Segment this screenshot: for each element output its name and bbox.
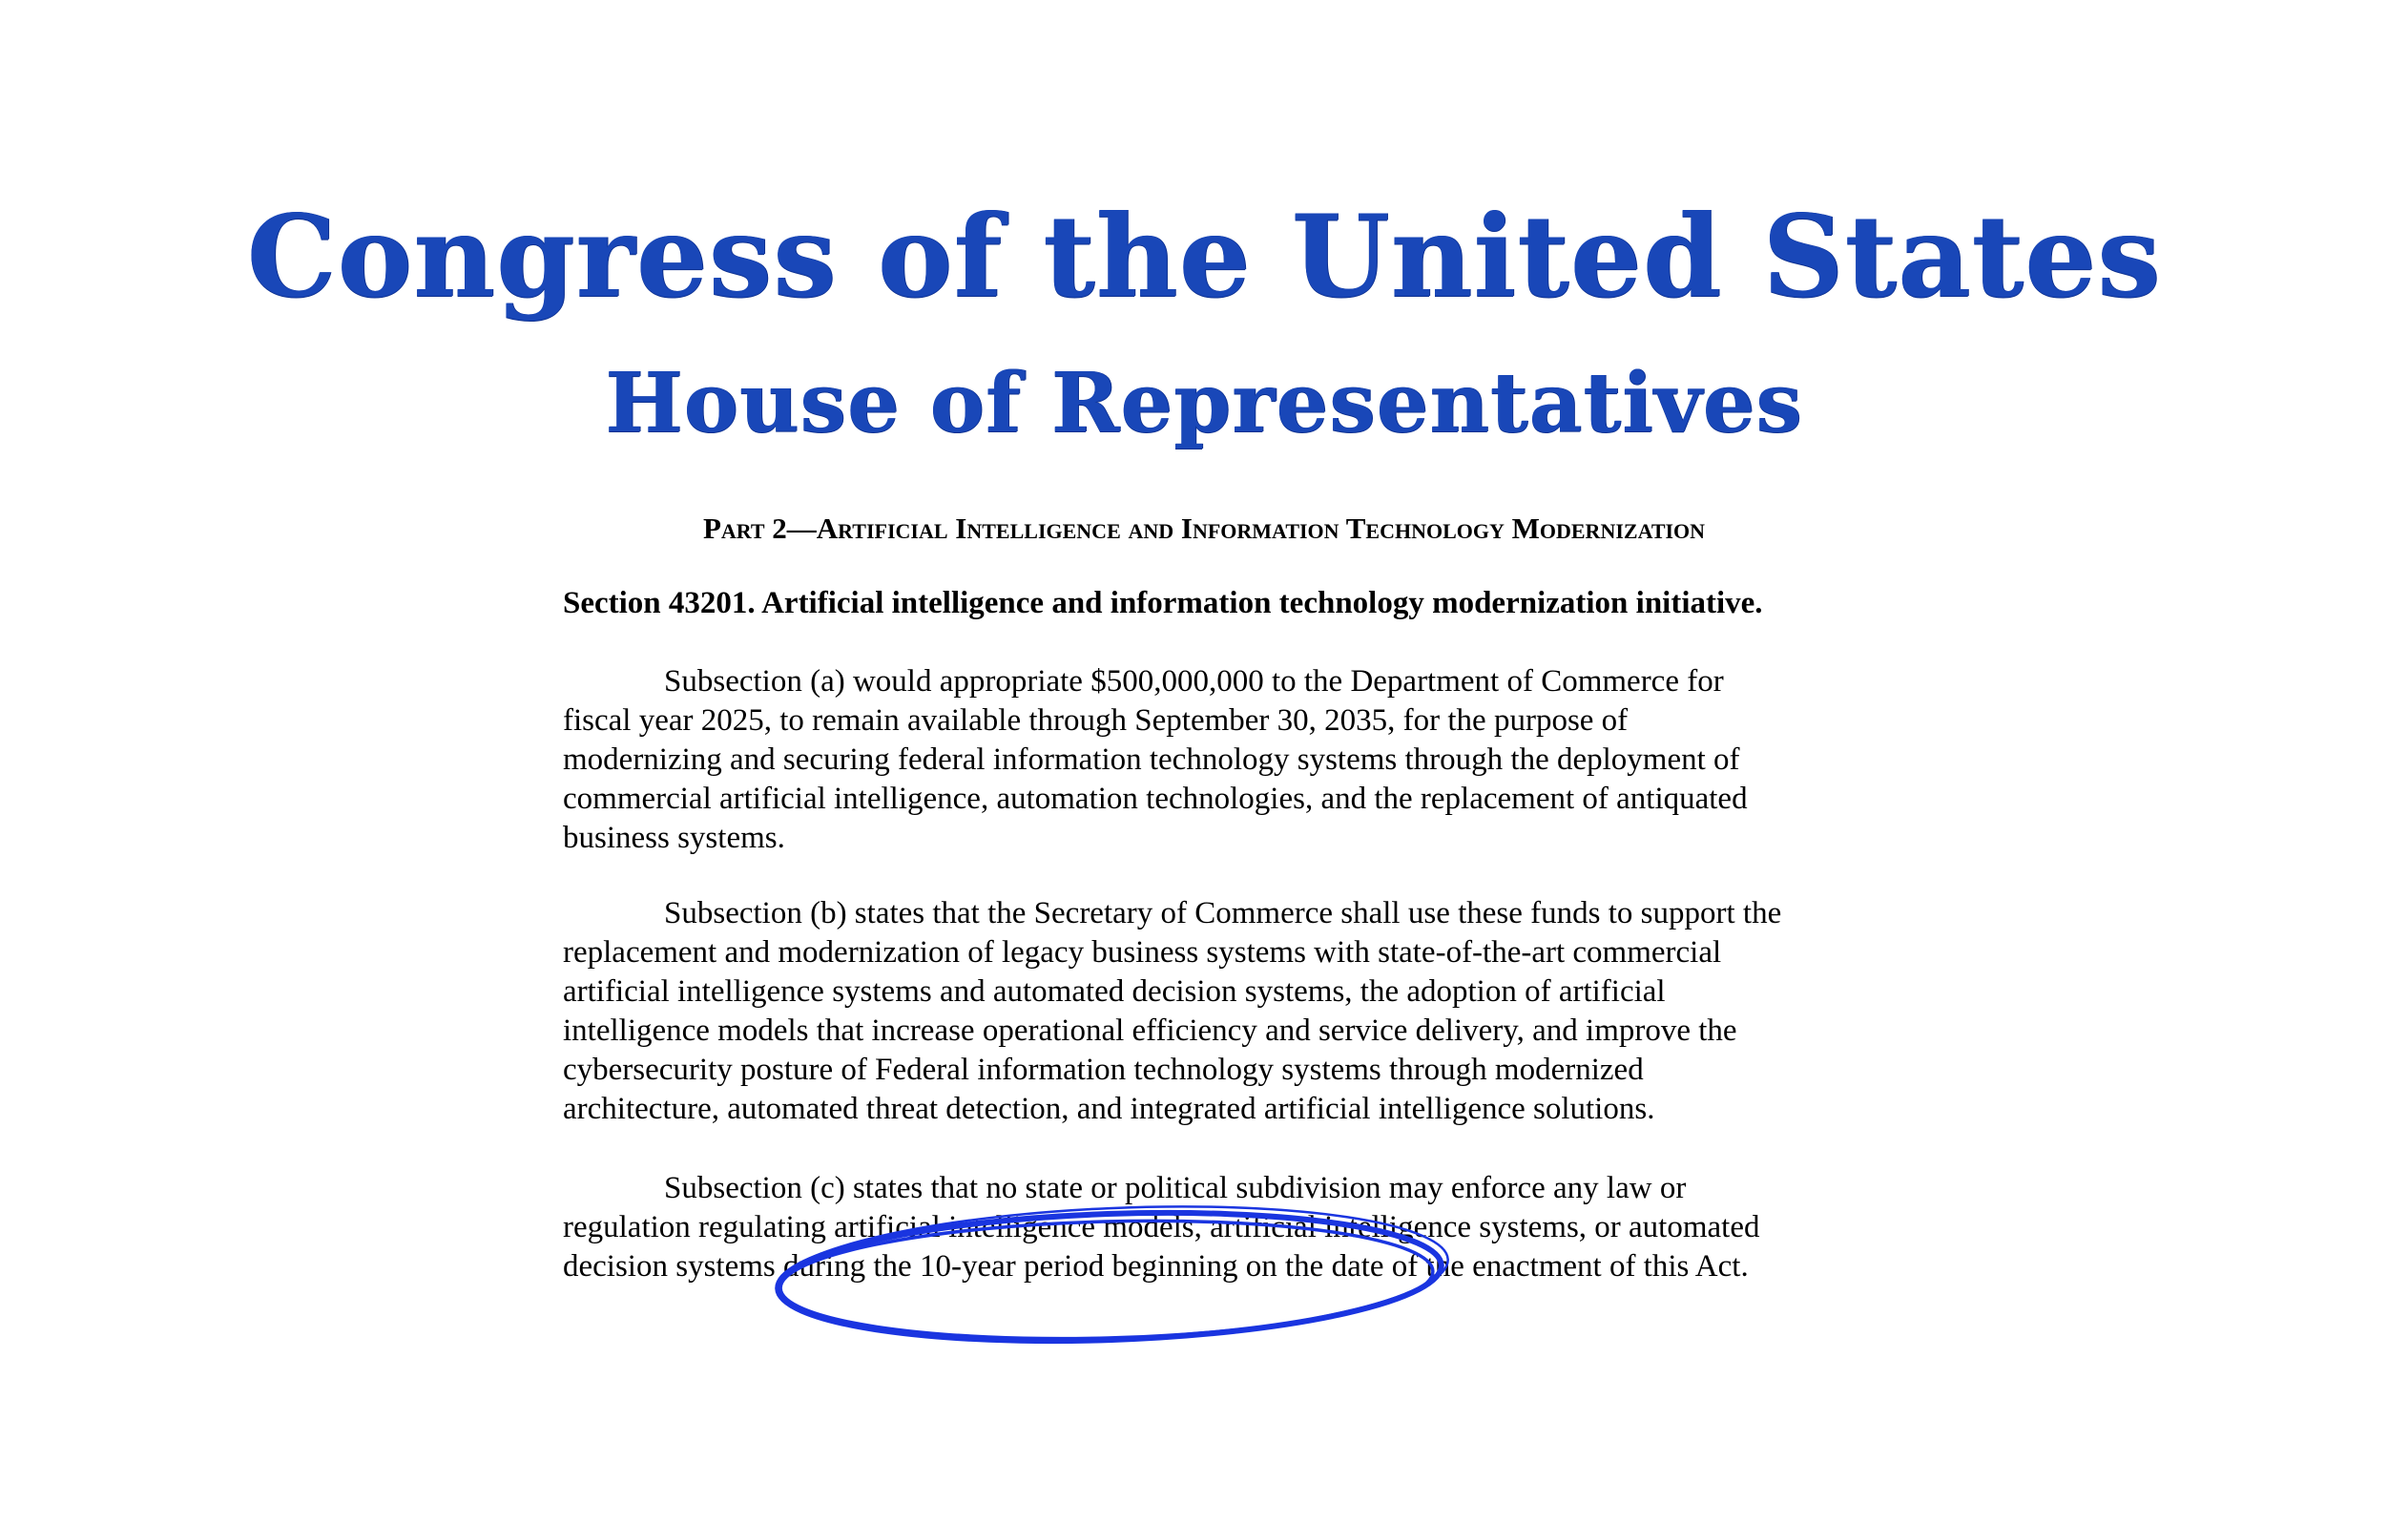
paragraph-line: cybersecurity posture of Federal information technology systems through modernized [563,1053,1644,1087]
paragraph-line: business systems. [563,821,785,855]
paragraph-subsection-a [563,662,1918,858]
paragraph-line: Subsection (c) states that no state or political subdivision may enforce any law or [664,1171,1687,1205]
paragraph-subsection-c [563,1169,1918,1286]
paragraph-line: artificial intelligence systems and automated decision systems, the adoption of artificial [563,974,1666,1009]
paragraph-line: regulation regulating artificial intelligence models, artificial intelligence systems, or automated [563,1210,1760,1244]
paragraph-subsection-b [563,894,1918,1129]
paragraph-line: architecture, automated threat detection, and integrated artificial intelligence solutions. [563,1092,1655,1126]
paragraph-line: Subsection (b) states that the Secretary of Commerce shall use these funds to support the [664,896,1782,930]
paragraph-line: intelligence models that increase operational efficiency and service delivery, and improve the [563,1013,1737,1048]
paragraph-line: Subsection (a) would appropriate $500,000,000 to the Department of Commerce for [664,664,1724,699]
paragraph-line: modernizing and securing federal information technology systems through the deployment of [563,742,1740,777]
paragraph-line: decision systems during the 10-year period beginning on the date of the enactment of this Act. [563,1249,1749,1284]
congress-title: Congress of the United States [246,190,2162,323]
paragraph-line: fiscal year 2025, to remain available through September 30, 2035, for the purpose of [563,703,1629,738]
paragraph-line: replacement and modernization of legacy business systems with state-of-the-art commercial [563,935,1722,970]
house-title: House of Representatives [605,355,1803,451]
paragraph-line: commercial artificial intelligence, automation technologies, and the replacement of antiquated [563,782,1748,816]
section-heading: Section 43201. Artificial intelligence and information technology modernization initiative. [563,586,1763,620]
part-heading: Part 2—Artificial Intelligence and Information Technology Modernization [702,512,1706,545]
